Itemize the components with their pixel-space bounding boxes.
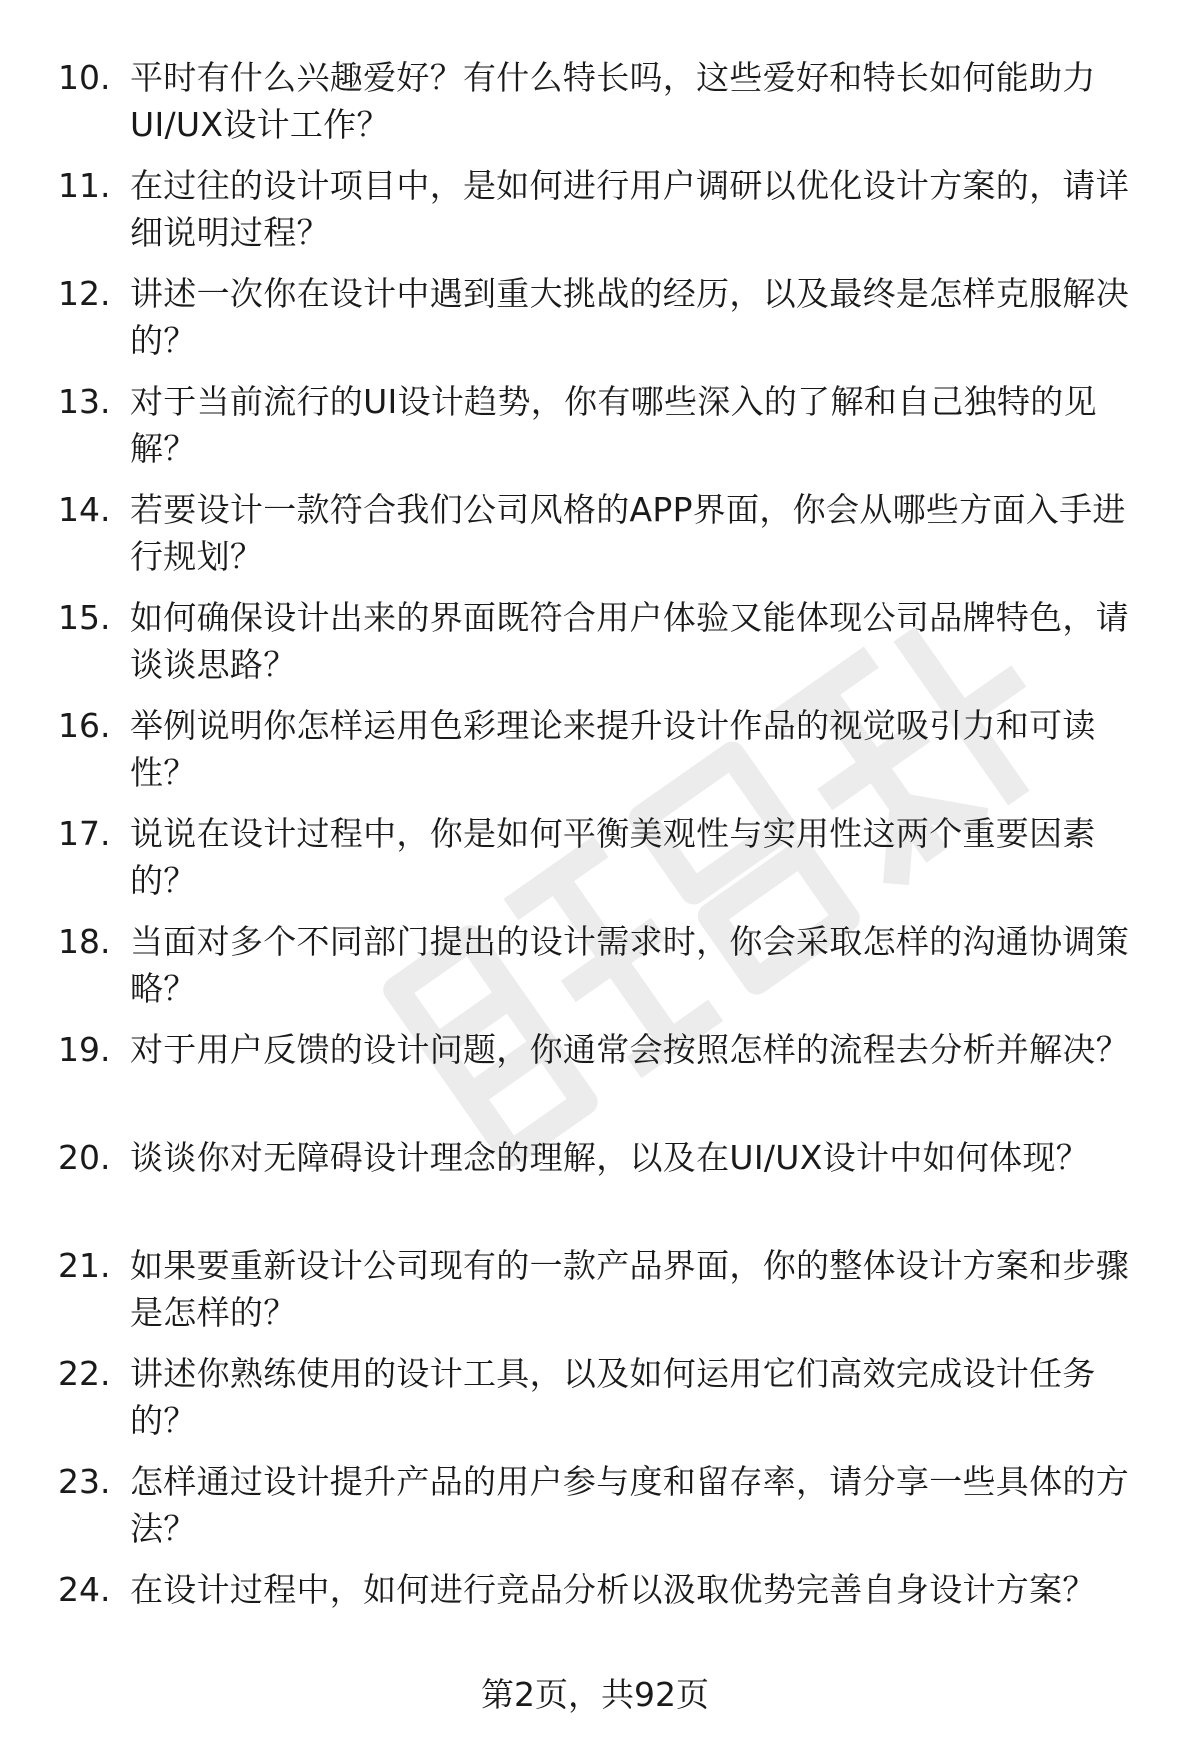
question-text: 举例说明你怎样运用色彩理论来提升设计作品的视觉吸引力和可读性？ — [130, 706, 1096, 792]
list-item — [0, 1026, 1190, 1134]
list-item — [0, 162, 1190, 270]
question-number: 18. — [58, 922, 111, 961]
question-text: 若要设计一款符合我们公司风格的APP界面，你会从哪些方面入手进行规划？ — [130, 490, 1126, 576]
question-number: 24. — [58, 1570, 111, 1609]
question-number: 17. — [58, 814, 111, 853]
question-text: 讲述一次你在设计中遇到重大挑战的经历，以及最终是怎样克服解决的？ — [130, 274, 1129, 360]
list-item — [0, 1566, 1190, 1674]
list-item — [0, 594, 1190, 702]
question-number: 16. — [58, 706, 111, 745]
list-item — [0, 486, 1190, 594]
question-text: 如何确保设计出来的界面既符合用户体验又能体现公司品牌特色，请谈谈思路？ — [130, 598, 1129, 684]
question-number: 11. — [58, 166, 111, 205]
question-number: 19. — [58, 1030, 111, 1069]
list-item — [0, 1134, 1190, 1242]
question-number: 14. — [58, 490, 111, 529]
question-number: 15. — [58, 598, 111, 637]
question-text: 在设计过程中，如何进行竞品分析以汲取优势完善自身设计方案？ — [130, 1570, 1096, 1609]
question-number: 21. — [58, 1246, 111, 1285]
question-text: 当面对多个不同部门提出的设计需求时，你会采取怎样的沟通协调策略？ — [130, 922, 1129, 1008]
question-text: 平时有什么兴趣爱好？有什么特长吗，这些爱好和特长如何能助力UI/UX设计工作？ — [130, 58, 1096, 144]
page-number-footer: 第2页，共92页 — [481, 1675, 709, 1714]
list-item — [0, 270, 1190, 378]
question-number: 22. — [58, 1354, 111, 1393]
question-text: 对于当前流行的UI设计趋势，你有哪些深入的了解和自己独特的见解？ — [130, 382, 1097, 468]
question-number: 12. — [58, 274, 111, 313]
list-item — [0, 1242, 1190, 1350]
question-number: 20. — [58, 1138, 111, 1177]
question-number: 10. — [58, 58, 111, 97]
list-item — [0, 702, 1190, 810]
question-list — [0, 54, 1190, 1674]
question-text: 谈谈你对无障碍设计理念的理解，以及在UI/UX设计中如何体现？ — [130, 1138, 1090, 1177]
list-item — [0, 810, 1190, 918]
list-item — [0, 1350, 1190, 1458]
question-text: 对于用户反馈的设计问题，你通常会按照怎样的流程去分析并解决？ — [130, 1030, 1129, 1069]
list-item — [0, 1458, 1190, 1566]
list-item — [0, 378, 1190, 486]
question-text: 说说在设计过程中，你是如何平衡美观性与实用性这两个重要因素的？ — [130, 814, 1096, 900]
list-item — [0, 54, 1190, 162]
question-text: 在过往的设计项目中，是如何进行用户调研以优化设计方案的，请详细说明过程？ — [130, 166, 1129, 252]
question-text: 讲述你熟练使用的设计工具，以及如何运用它们高效完成设计任务的？ — [130, 1354, 1096, 1440]
question-number: 13. — [58, 382, 111, 421]
list-item — [0, 918, 1190, 1026]
question-text: 如果要重新设计公司现有的一款产品界面，你的整体设计方案和步骤是怎样的？ — [130, 1246, 1129, 1332]
question-text: 怎样通过设计提升产品的用户参与度和留存率，请分享一些具体的方法？ — [130, 1462, 1129, 1548]
question-number: 23. — [58, 1462, 111, 1501]
